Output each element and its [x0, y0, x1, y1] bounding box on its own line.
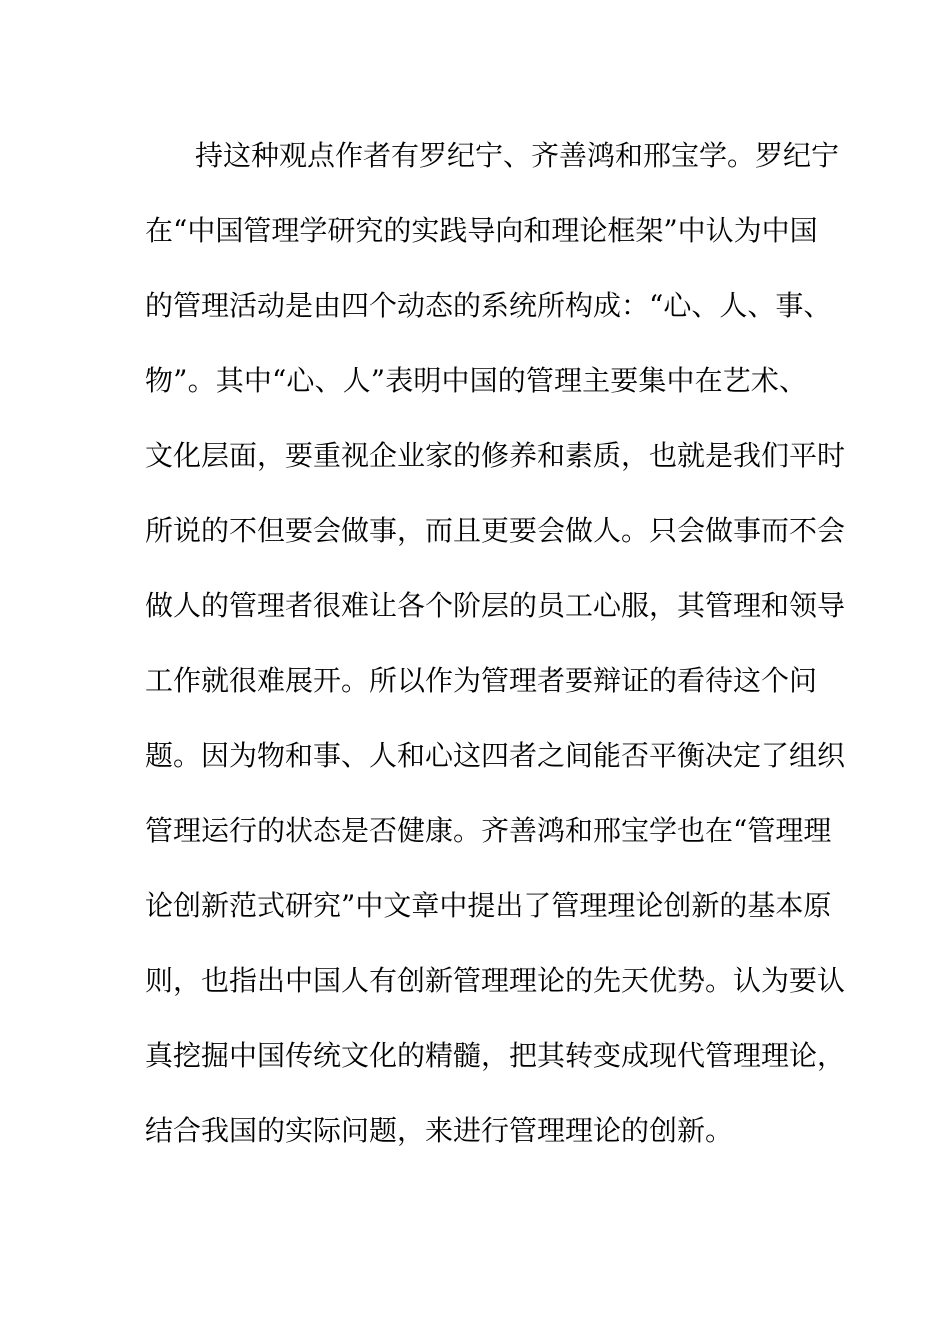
paragraph-line-1: 持这种观点作者有罗纪宁、齐善鸿和邢宝学。罗纪宁	[195, 139, 840, 172]
body-paragraph	[145, 131, 846, 1181]
paragraph-line-5: 文化层面，要重视企业家的修养和素质，也就是我们平时	[145, 439, 846, 472]
paragraph-line-9: 题。因为物和事、人和心这四者之间能否平衡决定了组织	[145, 739, 846, 772]
paragraph-line-2: 在“中国管理学研究的实践导向和理论框架”中认为中国	[145, 214, 818, 247]
paragraph-line-4: 物”。其中“心、人”表明中国的管理主要集中在艺术、	[145, 364, 807, 397]
paragraph-line-12: 则，也指出中国人有创新管理理论的先天优势。认为要认	[145, 964, 846, 997]
paragraph-line-7: 做人的管理者很难让各个阶层的员工心服，其管理和领导	[145, 589, 846, 622]
paragraph-line-14: 结合我国的实际问题，来进行管理理论的创新。	[145, 1114, 734, 1147]
paragraph-line-3: 的管理活动是由四个动态的系统所构成：“心、人、事、	[145, 289, 832, 322]
paragraph-line-13: 真挖掘中国传统文化的精髓，把其转变成现代管理理论，	[145, 1039, 846, 1072]
paragraph-line-11: 论创新范式研究”中文章中提出了管理理论创新的基本原	[145, 889, 832, 922]
paragraph-line-6: 所说的不但要会做事，而且更要会做人。只会做事而不会	[145, 514, 846, 547]
paragraph-line-8: 工作就很难展开。所以作为管理者要辩证的看待这个问	[145, 664, 818, 697]
paragraph-line-10: 管理运行的状态是否健康。齐善鸿和邢宝学也在“管理理	[145, 814, 832, 847]
